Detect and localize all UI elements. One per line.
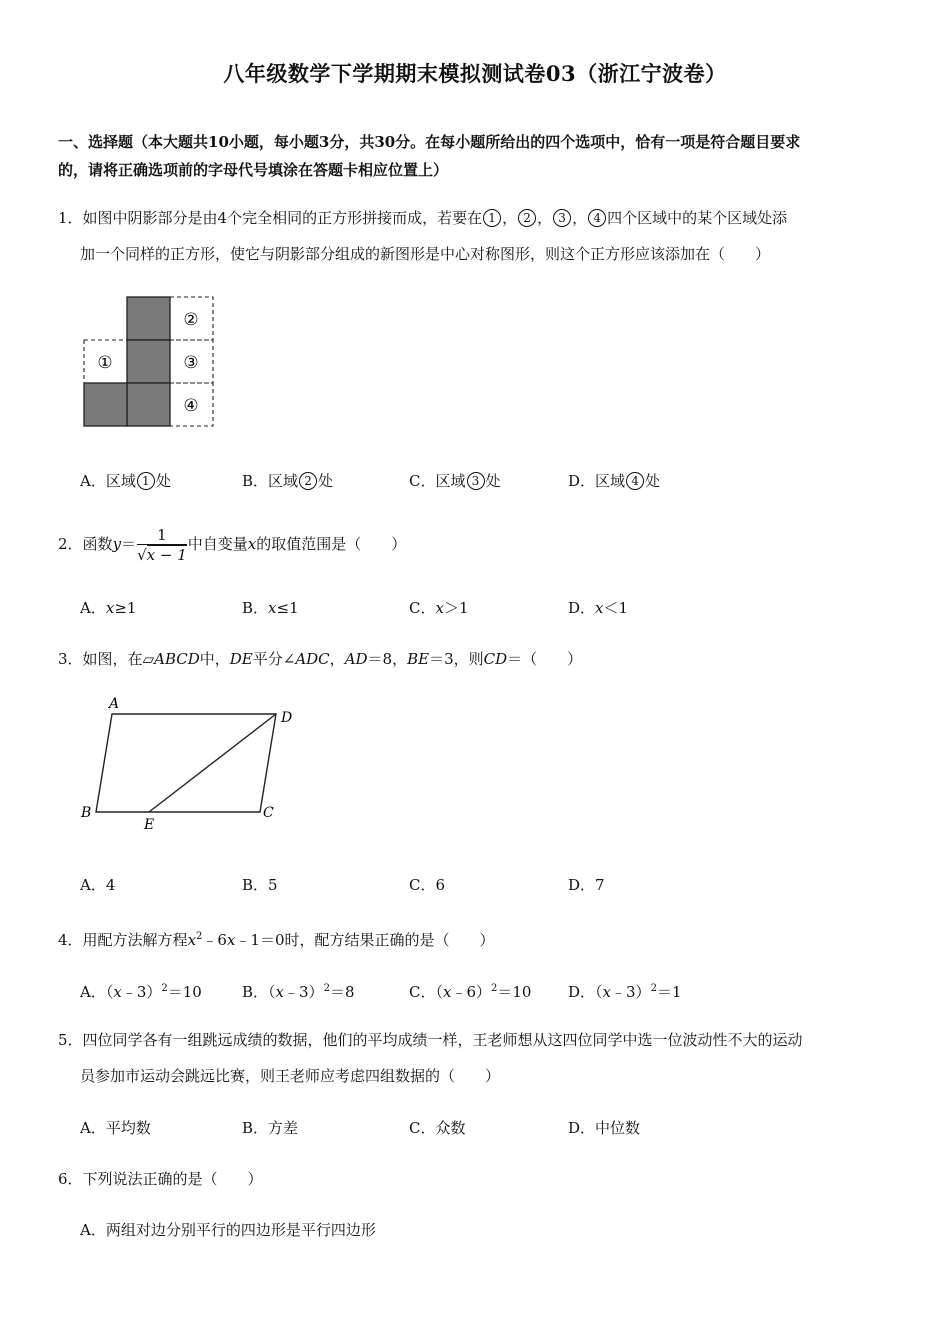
question-6: 6．下列说法正确的是（ ） <box>58 1170 263 1188</box>
shaded-square <box>127 297 170 340</box>
option-d[interactable]: D．（x﹣3）$^2$＝1 <box>568 983 682 1001</box>
q1-square-figure <box>80 292 220 432</box>
option-b[interactable]: B．5 <box>242 876 278 894</box>
option-b[interactable]: B．x≤1 <box>242 599 299 617</box>
option-a[interactable]: A．平均数 <box>80 1119 151 1137</box>
vertex-d-label: D <box>281 710 293 726</box>
region-4-label: ④ <box>183 396 199 416</box>
region-2-label: ② <box>183 310 199 330</box>
option-a[interactable]: A．x≥1 <box>80 599 137 617</box>
page-title: 八年级数学下学期期末模拟测试卷03（浙江宁波卷） <box>223 61 727 86</box>
vertex-c-label: C <box>263 805 274 821</box>
option-c[interactable]: C．（x﹣6）$^2$＝10 <box>409 983 532 1001</box>
option-c[interactable]: C．众数 <box>409 1119 466 1137</box>
fraction: $\frac{1}{√x - 1}$ <box>137 525 187 564</box>
question-5-line1: 5．四位同学各有一组跳远成绩的数据，他们的平均成绩一样，王老师想从这四位同学中选一位波动性不大的运动 <box>58 1031 803 1049</box>
region-1-label: ① <box>97 353 113 373</box>
circled-number: 4 <box>588 209 606 227</box>
option-a[interactable]: A．（x﹣3）$^2$＝10 <box>80 983 202 1001</box>
option-a[interactable]: A．两组对边分别平行的四边形是平行四边形 <box>80 1221 376 1239</box>
option-b[interactable]: B．方差 <box>242 1119 299 1137</box>
option-c[interactable]: C．区域 3 处 <box>409 472 501 490</box>
question-1-line2: 加一个同样的正方形，使它与阴影部分组成的新图形是中心对称图形，则这个正方形应该添加在（ ） <box>80 245 771 263</box>
question-3: 3．如图，在▱ABCD中，DE平分∠ADC，AD＝8，BE＝3，则CD＝（ ） <box>58 650 583 668</box>
option-d[interactable]: D．7 <box>568 876 605 894</box>
section-heading <box>58 128 898 184</box>
question-4: 4．用配方法解方程$x^2﹣6x﹣1=0$时，配方结果正确的是（ ） <box>58 931 495 949</box>
shaded-square <box>84 383 127 426</box>
parallelogram <box>96 714 276 812</box>
shaded-square <box>127 340 170 383</box>
option-a[interactable]: A．区域 1 处 <box>80 472 171 490</box>
question-1-line1: 1．如图中阴影部分是由4个完全相同的正方形拼接而成，若要在 1 ， 2 ， 3 ， 4 四个区域中的某个区域处添 <box>58 209 788 227</box>
option-a[interactable]: A．4 <box>80 876 116 894</box>
option-b[interactable]: B．区域 2 处 <box>242 472 334 490</box>
section-heading-line1: 一、选择题（本大题共10小题，每小题3分，共30分。在每小题所给出的四个选项中，恰有一项是符合题目要求 <box>58 133 801 151</box>
point-e-label: E <box>144 817 155 833</box>
shaded-square <box>127 383 170 426</box>
option-d[interactable]: D．区域 4 处 <box>568 472 661 490</box>
option-d[interactable]: D．中位数 <box>568 1119 641 1137</box>
vertex-b-label: B <box>81 805 92 821</box>
q3-parallelogram-figure <box>76 694 316 834</box>
circled-number: 3 <box>553 209 571 227</box>
segment-de <box>149 714 276 812</box>
region-3-label: ③ <box>183 353 199 373</box>
question-1 <box>58 200 898 272</box>
circled-number: 1 <box>483 209 501 227</box>
option-b[interactable]: B．（x﹣3）$^2$＝8 <box>242 983 355 1001</box>
option-d[interactable]: D．x＜1 <box>568 599 629 617</box>
option-c[interactable]: C．x＞1 <box>409 599 469 617</box>
vertex-a-label: A <box>109 696 120 712</box>
option-c[interactable]: C．6 <box>409 876 446 894</box>
question-5 <box>58 1022 898 1094</box>
question-5-line2: 员参加市运动会跳远比赛，则王老师应考虑四组数据的（ ） <box>80 1067 501 1085</box>
circled-number: 2 <box>518 209 536 227</box>
question-2: 2．函数y＝ $\frac{1}{√x - 1}$ 中自变量x的取值范围是（ ） <box>58 525 407 564</box>
section-heading-line2: 的，请将正确选项前的字母代号填涂在答题卡相应位置上） <box>58 161 449 179</box>
